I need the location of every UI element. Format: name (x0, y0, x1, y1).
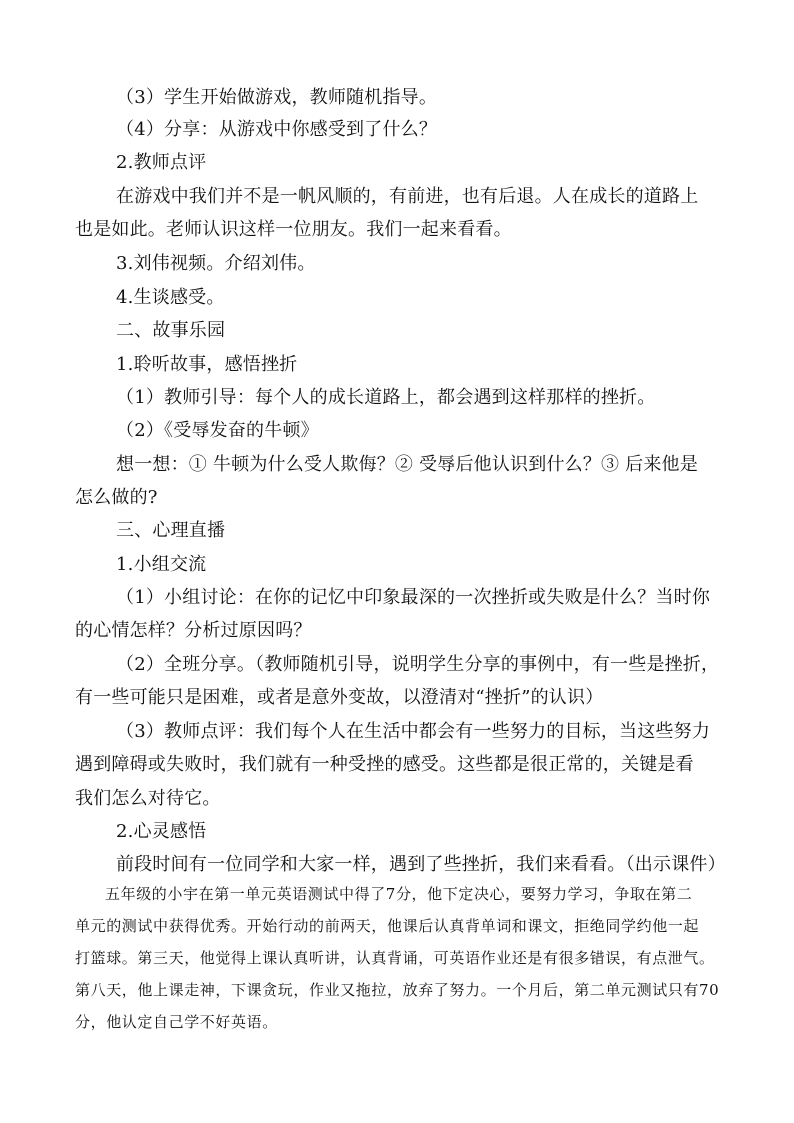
section-heading: 三、心理直播 (116, 520, 226, 541)
paragraph-line: 在游戏中我们并不是一帆风顺的，有前进，也有后退。人在成长的道路上 (116, 186, 699, 207)
paragraph-line: （1）小组讨论：在你的记忆中印象最深的一次挫折或失败是什么？当时你 (116, 587, 711, 608)
section-heading: 1.聆听故事，感悟挫折 (116, 354, 298, 375)
section-heading: 1.小组交流 (116, 554, 207, 575)
paragraph-line: （3）教师点评：我们每个人在生活中都会有一些努力的目标，当这些努力 (116, 721, 711, 742)
paragraph-line: 前段时间有一位同学和大家一样，遇到了些挫折，我们来看看。（出示课件） (116, 854, 726, 875)
section-heading: 2.教师点评 (116, 152, 207, 173)
story-line: 单元的测试中获得优秀。开始行动的前两天，他课后认真背单词和课文，拒绝同学约他一起 (75, 917, 700, 935)
paragraph-line: （4）分享：从游戏中你感受到了什么？ (116, 119, 438, 140)
paragraph-line: （2）全班分享。（教师随机引导，说明学生分享的事例中，有一些是挫折， (116, 654, 720, 675)
section-heading: 4.生谈感受。 (116, 287, 225, 308)
story-line: 分，他认定自己学不好英语。 (75, 1013, 278, 1031)
paragraph-line: 的心情怎样？分析过原因吗？ (75, 620, 312, 641)
paragraph-line: 我们怎么对待它。 (75, 788, 221, 809)
paragraph-line: 有一些可能只是困难，或者是意外变故，以澄清对“挫折”的认识） (75, 687, 604, 708)
section-heading: 二、故事乐园 (116, 320, 226, 341)
paragraph-line: 怎么做的? (75, 487, 158, 508)
story-line: 打篮球。第三天，他觉得上课认真听讲，认真背诵，可英语作业还是有很多错误，有点泄气。 (75, 949, 715, 967)
paragraph-line: （2）《受辱发奋的牛顿》 (116, 420, 319, 441)
paragraph-line: （1）教师引导：每个人的成长道路上，都会遇到这样那样的挫折。 (116, 387, 656, 408)
section-heading: 2.心灵感悟 (116, 821, 207, 842)
paragraph-line: 也是如此。老师认识这样一位朋友。我们一起来看看。 (75, 219, 512, 240)
paragraph-line: 遇到障碍或失败时，我们就有一种受挫的感受。这些都是很正常的，关键是看 (75, 754, 694, 775)
story-line: 第八天，他上课走神，下课贪玩，作业又拖拉，放弃了努力。一个月后，第二单元测试只有70 (75, 981, 720, 999)
paragraph-line: （3）学生开始做游戏，教师随机指导。 (116, 87, 438, 108)
story-line: 五年级的小宇在第一单元英语测试中得了7分，他下定决心，要努力学习，争取在第二 (105, 885, 693, 903)
section-heading: 3.刘伟视频。介绍刘伟。 (116, 253, 316, 274)
paragraph-line: 想一想：① 牛顿为什么受人欺侮？② 受辱后他认识到什么？③ 后来他是 (116, 454, 698, 475)
